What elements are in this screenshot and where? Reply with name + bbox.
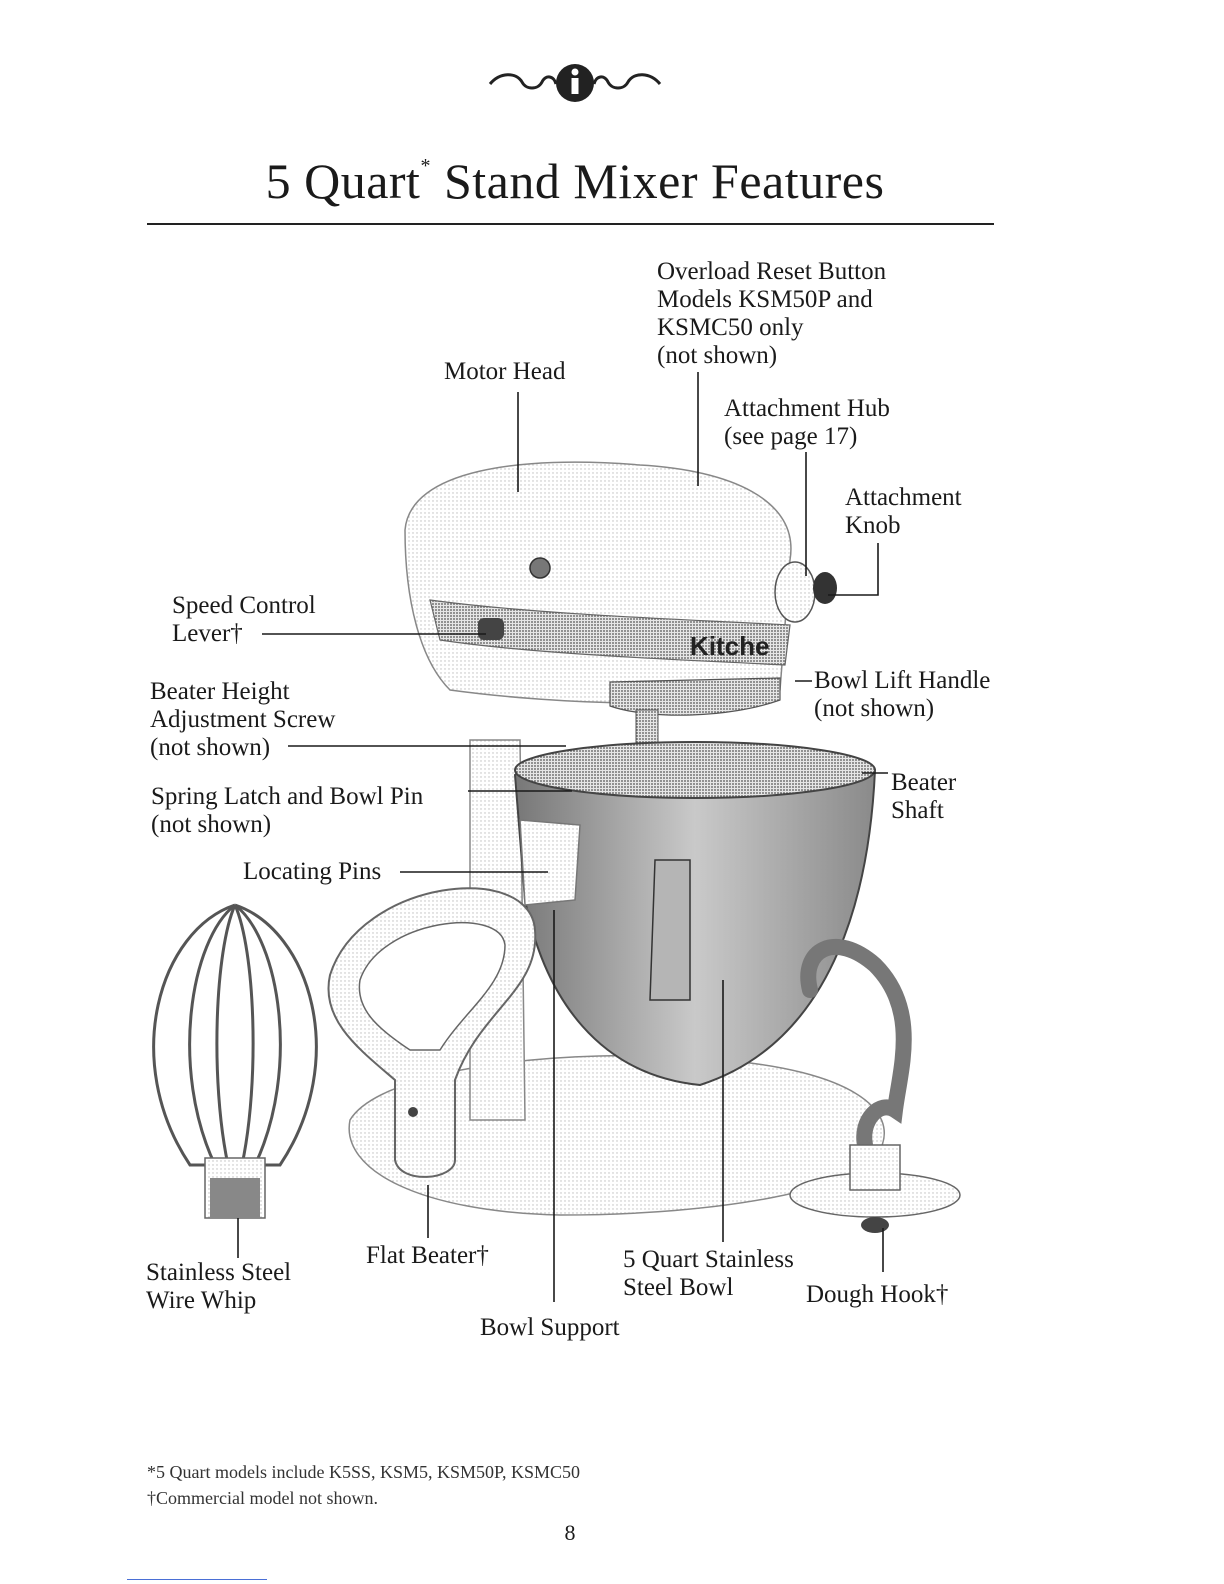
speed-control-lever-label: Speed Control Lever† [172, 592, 316, 647]
bowl-label: 5 Quart Stainless Steel Bowl [623, 1246, 794, 1301]
footnote-models: *5 Quart models include K5SS, KSM5, KSM50P, KSMC50 [147, 1462, 581, 1482]
spring-latch-label: Spring Latch and Bowl Pin (not shown) [151, 783, 424, 838]
beater-height-screw-label: Beater Height Adjustment Screw (not shown) [150, 678, 336, 761]
footnote-commercial: †Commercial model not shown. [147, 1488, 378, 1508]
attachment-knob-label: Attachment Knob [845, 484, 962, 539]
motor-head-label: Motor Head [444, 358, 566, 385]
flat-beater-label: Flat Beater† [366, 1242, 489, 1269]
dough-hook-label: Dough Hook† [806, 1281, 949, 1308]
page-title: 5 Quart* Stand Mixer Features [265, 153, 885, 209]
bowl-support-label: Bowl Support [480, 1314, 620, 1341]
overload-reset-button-label: Overload Reset Button Models KSM50P and KSMC50 only (not shown) [657, 258, 887, 369]
beater-shaft-label: Beater Shaft [891, 769, 957, 824]
locating-pins-label: Locating Pins [243, 858, 382, 885]
attachment-hub-label: Attachment Hub (see page 17) [724, 395, 890, 450]
bowl-lift-handle-label: Bowl Lift Handle (not shown) [814, 667, 991, 722]
page-number: 8 [564, 1520, 576, 1545]
wire-whip-label: Stainless Steel Wire Whip [146, 1259, 292, 1314]
link-underline[interactable] [127, 1579, 267, 1580]
mixer-badge-text: Kitche [690, 631, 770, 661]
